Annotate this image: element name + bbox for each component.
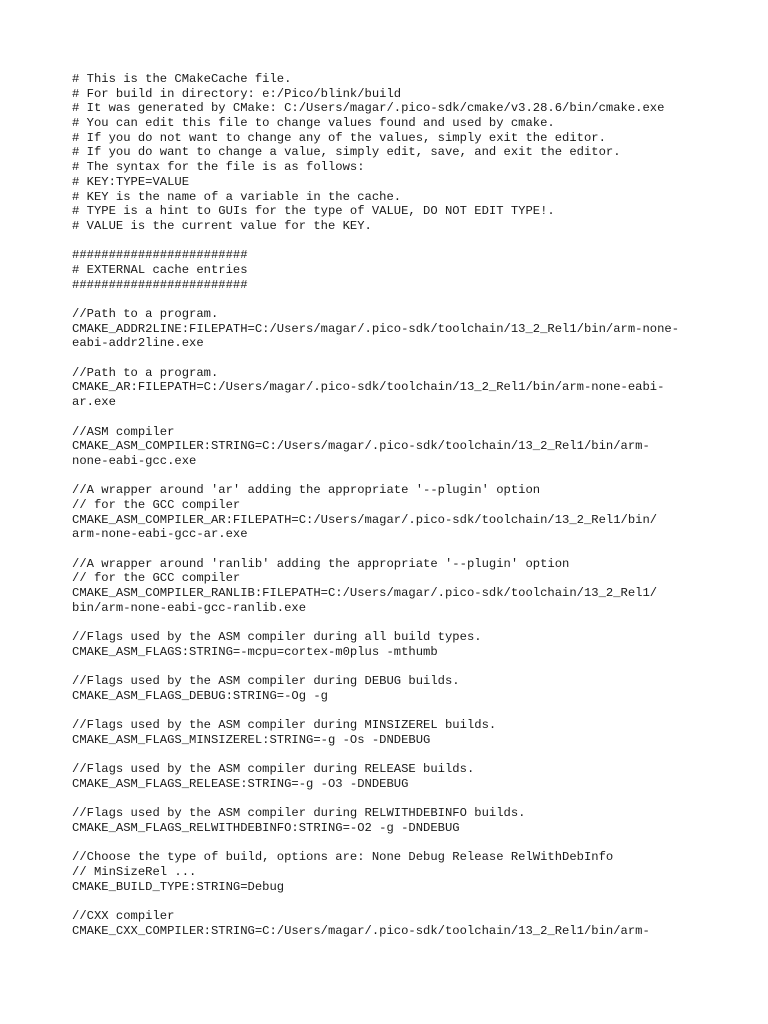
text-line: CMAKE_ASM_FLAGS:STRING=-mcpu=cortex-m0plus -mthumb xyxy=(72,644,438,659)
text-line: ######################## xyxy=(72,248,248,263)
text-line: //ASM compiler xyxy=(72,424,175,439)
text-line: arm-none-eabi-gcc-ar.exe xyxy=(72,527,248,542)
text-line: # It was generated by CMake: C:/Users/magar/.pico-sdk/cmake/v3.28.6/bin/cmake.exe xyxy=(72,101,665,116)
cmakecache-document xyxy=(72,72,712,939)
text-line: # KEY:TYPE=VALUE xyxy=(72,174,190,189)
text-line: # If you do not want to change any of the values, simply exit the editor. xyxy=(72,130,606,145)
text-line: //Path to a program. xyxy=(72,365,219,380)
text-line: //Flags used by the ASM compiler during all build types. xyxy=(72,630,482,645)
blank-line xyxy=(72,660,712,675)
entry-cmake-asm-flags-debug-block xyxy=(72,674,712,703)
text-line: eabi-addr2line.exe xyxy=(72,336,204,351)
header-comments-block xyxy=(72,72,712,234)
text-line: CMAKE_AR:FILEPATH=C:/Users/magar/.pico-sdk/toolchain/13_2_Rel1/bin/arm-none-eabi- xyxy=(72,380,665,395)
text-line: //CXX compiler xyxy=(72,909,175,924)
entry-cmake-asm-compiler-block xyxy=(72,425,712,469)
external-section-header-block xyxy=(72,248,712,292)
entry-cmake-ar-block xyxy=(72,366,712,410)
blank-line xyxy=(72,292,712,307)
text-line: CMAKE_ASM_FLAGS_MINSIZEREL:STRING=-g -Os -DNDEBUG xyxy=(72,732,431,747)
text-line: //Flags used by the ASM compiler during RELWITHDEBINFO builds. xyxy=(72,806,526,821)
blank-line xyxy=(72,351,712,366)
text-line: CMAKE_ADDR2LINE:FILEPATH=C:/Users/magar/.pico-sdk/toolchain/13_2_Rel1/bin/arm-none- xyxy=(72,321,680,336)
text-line: // MinSizeRel ... xyxy=(72,865,197,880)
text-line: //Flags used by the ASM compiler during MINSIZEREL builds. xyxy=(72,718,497,733)
text-line: # EXTERNAL cache entries xyxy=(72,262,248,277)
text-line: # The syntax for the file is as follows: xyxy=(72,160,365,175)
text-line: # TYPE is a hint to GUIs for the type of VALUE, DO NOT EDIT TYPE!. xyxy=(72,204,555,219)
text-line: //Flags used by the ASM compiler during DEBUG builds. xyxy=(72,674,460,689)
text-line: //A wrapper around 'ar' adding the appropriate '--plugin' option xyxy=(72,483,541,498)
blank-line xyxy=(72,234,712,249)
entry-cmake-cxx-compiler-block xyxy=(72,909,712,938)
blank-line xyxy=(72,615,712,630)
text-line: CMAKE_ASM_FLAGS_RELWITHDEBINFO:STRING=-O2 -g -DNDEBUG xyxy=(72,821,460,836)
text-line: CMAKE_ASM_FLAGS_RELEASE:STRING=-g -O3 -DNDEBUG xyxy=(72,777,409,791)
text-line: # If you do want to change a value, simply edit, save, and exit the editor. xyxy=(72,145,621,160)
blank-line xyxy=(72,469,712,484)
text-line: CMAKE_ASM_COMPILER:STRING=C:/Users/magar/.pico-sdk/toolchain/13_2_Rel1/bin/arm- xyxy=(72,439,650,454)
text-line: CMAKE_ASM_COMPILER_RANLIB:FILEPATH=C:/Users/magar/.pico-sdk/toolchain/13_2_Rel1/ xyxy=(72,586,658,601)
entry-cmake-build-type-block xyxy=(72,850,712,894)
text-line: // for the GCC compiler xyxy=(72,571,241,586)
text-line: ar.exe xyxy=(72,395,116,410)
entry-cmake-asm-flags-block xyxy=(72,630,712,659)
text-line: # You can edit this file to change values found and used by cmake. xyxy=(72,116,555,131)
text-line: // for the GCC compiler xyxy=(72,497,241,512)
text-line: bin/arm-none-eabi-gcc-ranlib.exe xyxy=(72,600,307,615)
text-line: ######################## xyxy=(72,277,248,292)
text-line: CMAKE_ASM_COMPILER_AR:FILEPATH=C:/Users/magar/.pico-sdk/toolchain/13_2_Rel1/bin/ xyxy=(72,512,658,527)
text-line: # KEY is the name of a variable in the cache. xyxy=(72,189,402,204)
entry-cmake-addr2line-block xyxy=(72,307,712,351)
text-line: # For build in directory: e:/Pico/blink/build xyxy=(72,86,402,101)
blank-line xyxy=(72,836,712,851)
text-line: //A wrapper around 'ranlib' adding the appropriate '--plugin' option xyxy=(72,556,570,571)
entry-cmake-asm-flags-release-block xyxy=(72,762,712,791)
text-line: CMAKE_CXX_COMPILER:STRING=C:/Users/magar/.pico-sdk/toolchain/13_2_Rel1/bin/arm- xyxy=(72,923,650,938)
blank-line xyxy=(72,748,712,763)
text-line: //Choose the type of build, options are: None Debug Release RelWithDebInfo xyxy=(72,850,614,865)
blank-line xyxy=(72,704,712,719)
text-line: none-eabi-gcc.exe xyxy=(72,453,197,468)
text-line: # This is the CMakeCache file. xyxy=(72,72,292,86)
blank-line xyxy=(72,792,712,807)
entry-cmake-asm-flags-minsizerel-block xyxy=(72,718,712,747)
text-line: CMAKE_ASM_FLAGS_DEBUG:STRING=-Og -g xyxy=(72,688,328,703)
text-line: # VALUE is the current value for the KEY. xyxy=(72,218,372,233)
blank-line xyxy=(72,542,712,557)
blank-line xyxy=(72,895,712,910)
entry-cmake-asm-compiler-ar-block xyxy=(72,483,712,542)
text-line: //Path to a program. xyxy=(72,307,219,321)
text-line: CMAKE_BUILD_TYPE:STRING=Debug xyxy=(72,879,285,894)
entry-cmake-asm-flags-relwithdebinfo-block xyxy=(72,806,712,835)
text-line: //Flags used by the ASM compiler during RELEASE builds. xyxy=(72,762,475,777)
blank-line xyxy=(72,410,712,425)
entry-cmake-asm-compiler-ranlib-block xyxy=(72,557,712,616)
